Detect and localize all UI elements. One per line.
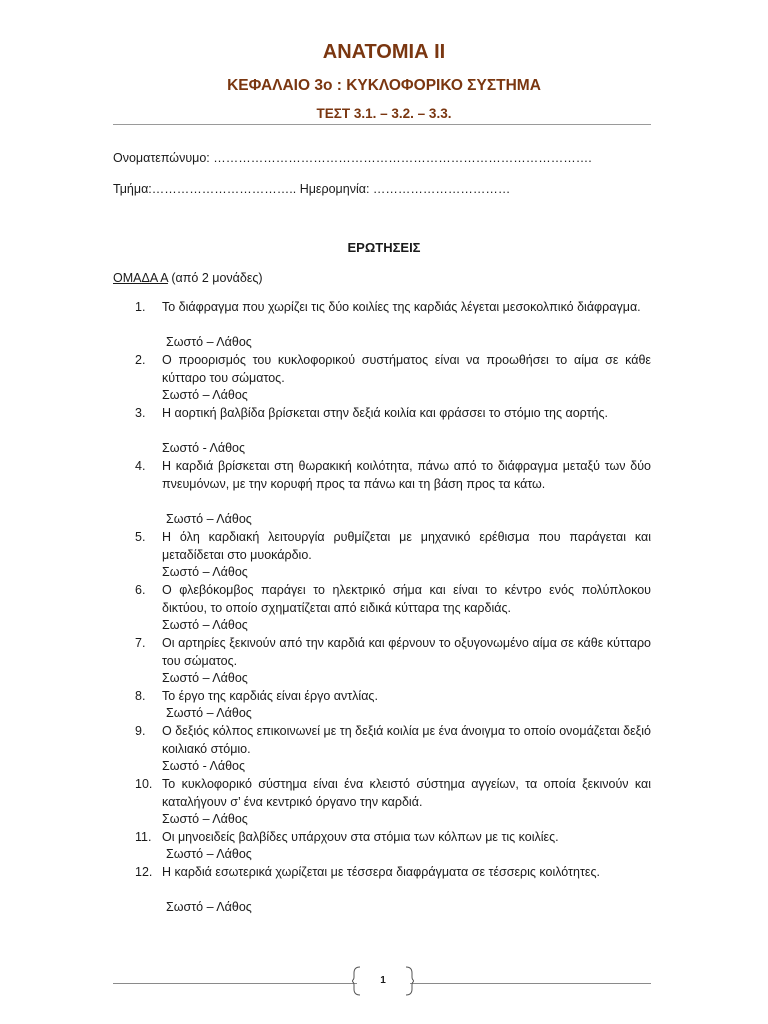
question-number: 2. xyxy=(135,353,146,367)
answer-options: Σωστό – Λάθος xyxy=(162,812,248,826)
question-number: 8. xyxy=(135,689,146,703)
answer-options: Σωστό – Λάθος xyxy=(162,671,248,685)
question-item xyxy=(135,582,651,632)
answer-options: Σωστό – Λάθος xyxy=(166,335,252,349)
answer-options: Σωστό - Λάθος xyxy=(162,441,246,455)
question-number: 5. xyxy=(135,530,146,544)
answer-options: Σωστό – Λάθος xyxy=(166,900,252,914)
question-text: Ο προορισμός του κυκλοφορικού συστήματος είναι να προωθήσει το αίμα σε κάθε κύτταρο του σώματος. xyxy=(162,353,651,385)
header-divider xyxy=(113,124,651,125)
question-item xyxy=(135,776,651,826)
question-item xyxy=(135,723,651,773)
question-item xyxy=(135,405,651,455)
question-item xyxy=(135,352,651,402)
question-text: Η αορτική βαλβίδα βρίσκεται στην δεξιά κοιλία και φράσσει το στόμιο της αορτής. xyxy=(162,406,608,420)
question-number: 4. xyxy=(135,459,146,473)
question-text: Οι μηνοειδείς βαλβίδες υπάρχουν στα στόμια των κόλπων με τις κοιλίες. xyxy=(162,830,559,844)
question-number: 9. xyxy=(135,724,146,738)
question-number: 10. xyxy=(135,777,153,791)
question-number: 1. xyxy=(135,300,146,314)
question-number: 6. xyxy=(135,583,146,597)
answer-options: Σωστό - Λάθος xyxy=(162,759,246,773)
question-item xyxy=(135,529,651,579)
question-number: 11. xyxy=(135,830,152,844)
question-item xyxy=(135,829,651,861)
question-text: Η όλη καρδιακή λειτουργία ρυθμίζεται με μηχανικό ερέθισμα που παράγεται και μεταδίδεται στο μυοκάρδιο. xyxy=(162,530,651,562)
footer-rule-right xyxy=(410,983,651,984)
question-item xyxy=(135,458,651,526)
answer-options: Σωστό – Λάθος xyxy=(162,618,248,632)
question-text: Το έργο της καρδιάς είναι έργο αντλίας. xyxy=(162,689,378,703)
question-text: Η καρδιά εσωτερικά χωρίζεται με τέσσερα διαφράγματα σε τέσσερις κοιλότητες. xyxy=(162,865,600,879)
page-number: 1 xyxy=(380,975,386,986)
footer-rule-left xyxy=(113,983,357,984)
group-label: ΟΜΑΔΑ Α xyxy=(113,271,168,285)
question-item xyxy=(135,299,651,349)
group-points: (από 2 μονάδες) xyxy=(167,271,263,285)
question-text: Ο φλεβόκομβος παράγει το ηλεκτρικό σήμα και είναι το κέντρο ενός πολύπλοκου δικτύου, το οποίο σχηματίζεται από ειδικά κύτταρα της καρδιάς. xyxy=(162,583,651,615)
test-title: ΤΕΣΤ 3.1. – 3.2. – 3.3. xyxy=(316,106,452,121)
answer-options: Σωστό – Λάθος xyxy=(162,388,248,402)
question-text: Η καρδιά βρίσκεται στη θωρακική κοιλότητα, πάνω από το διάφραγμα μεταξύ των δύο πνευμόνων, με την κορυφή προς τα πάνω και τη βάση προς τα κάτω. xyxy=(162,459,651,491)
answer-options: Σωστό – Λάθος xyxy=(166,512,252,526)
answer-options: Σωστό – Λάθος xyxy=(166,706,252,720)
question-item xyxy=(135,635,651,685)
question-item xyxy=(135,864,651,914)
class-date-field: Τμήμα:…………………………….. Ημερομηνία: …………………………… xyxy=(113,182,511,196)
section-title: ΕΡΩΤΗΣΕΙΣ xyxy=(347,240,421,255)
document-title: ΑΝΑΤΟΜΙΑ ΙΙ xyxy=(322,41,446,63)
question-text: Το διάφραγμα που χωρίζει τις δύο κοιλίες της καρδιάς λέγεται μεσοκολπικό διάφραγμα. xyxy=(162,300,641,314)
question-number: 7. xyxy=(135,636,146,650)
answer-options: Σωστό – Λάθος xyxy=(166,847,252,861)
answer-options: Σωστό – Λάθος xyxy=(162,565,248,579)
question-text: Ο δεξιός κόλπος επικοινωνεί με τη δεξιά κοιλία με ένα άνοιγμα το οποίο ονομάζεται δεξιό κοιλιακό στόμιο. xyxy=(162,724,651,756)
chapter-title: ΚΕΦΑΛΑΙΟ 3ο : ΚΥΚΛΟΦΟΡΙΚΟ ΣΥΣΤΗΜΑ xyxy=(227,77,541,94)
group-heading xyxy=(113,271,263,285)
question-number: 12. xyxy=(135,865,153,879)
name-field: Ονοματεπώνυμο: ………………………………………………………………………………. xyxy=(113,151,592,165)
question-text: Οι αρτηρίες ξεκινούν από την καρδιά και φέρνουν το οξυγονωμένο αίμα σε κάθε κύτταρο του σώματος. xyxy=(162,636,651,668)
question-item xyxy=(135,688,651,720)
question-text: Το κυκλοφορικό σύστημα είναι ένα κλειστό σύστημα αγγείων, τα οποία ξεκινούν και καταλήγουν σ’ ένα κεντρικό όργανο την καρδιά. xyxy=(162,777,651,809)
question-number: 3. xyxy=(135,406,146,420)
